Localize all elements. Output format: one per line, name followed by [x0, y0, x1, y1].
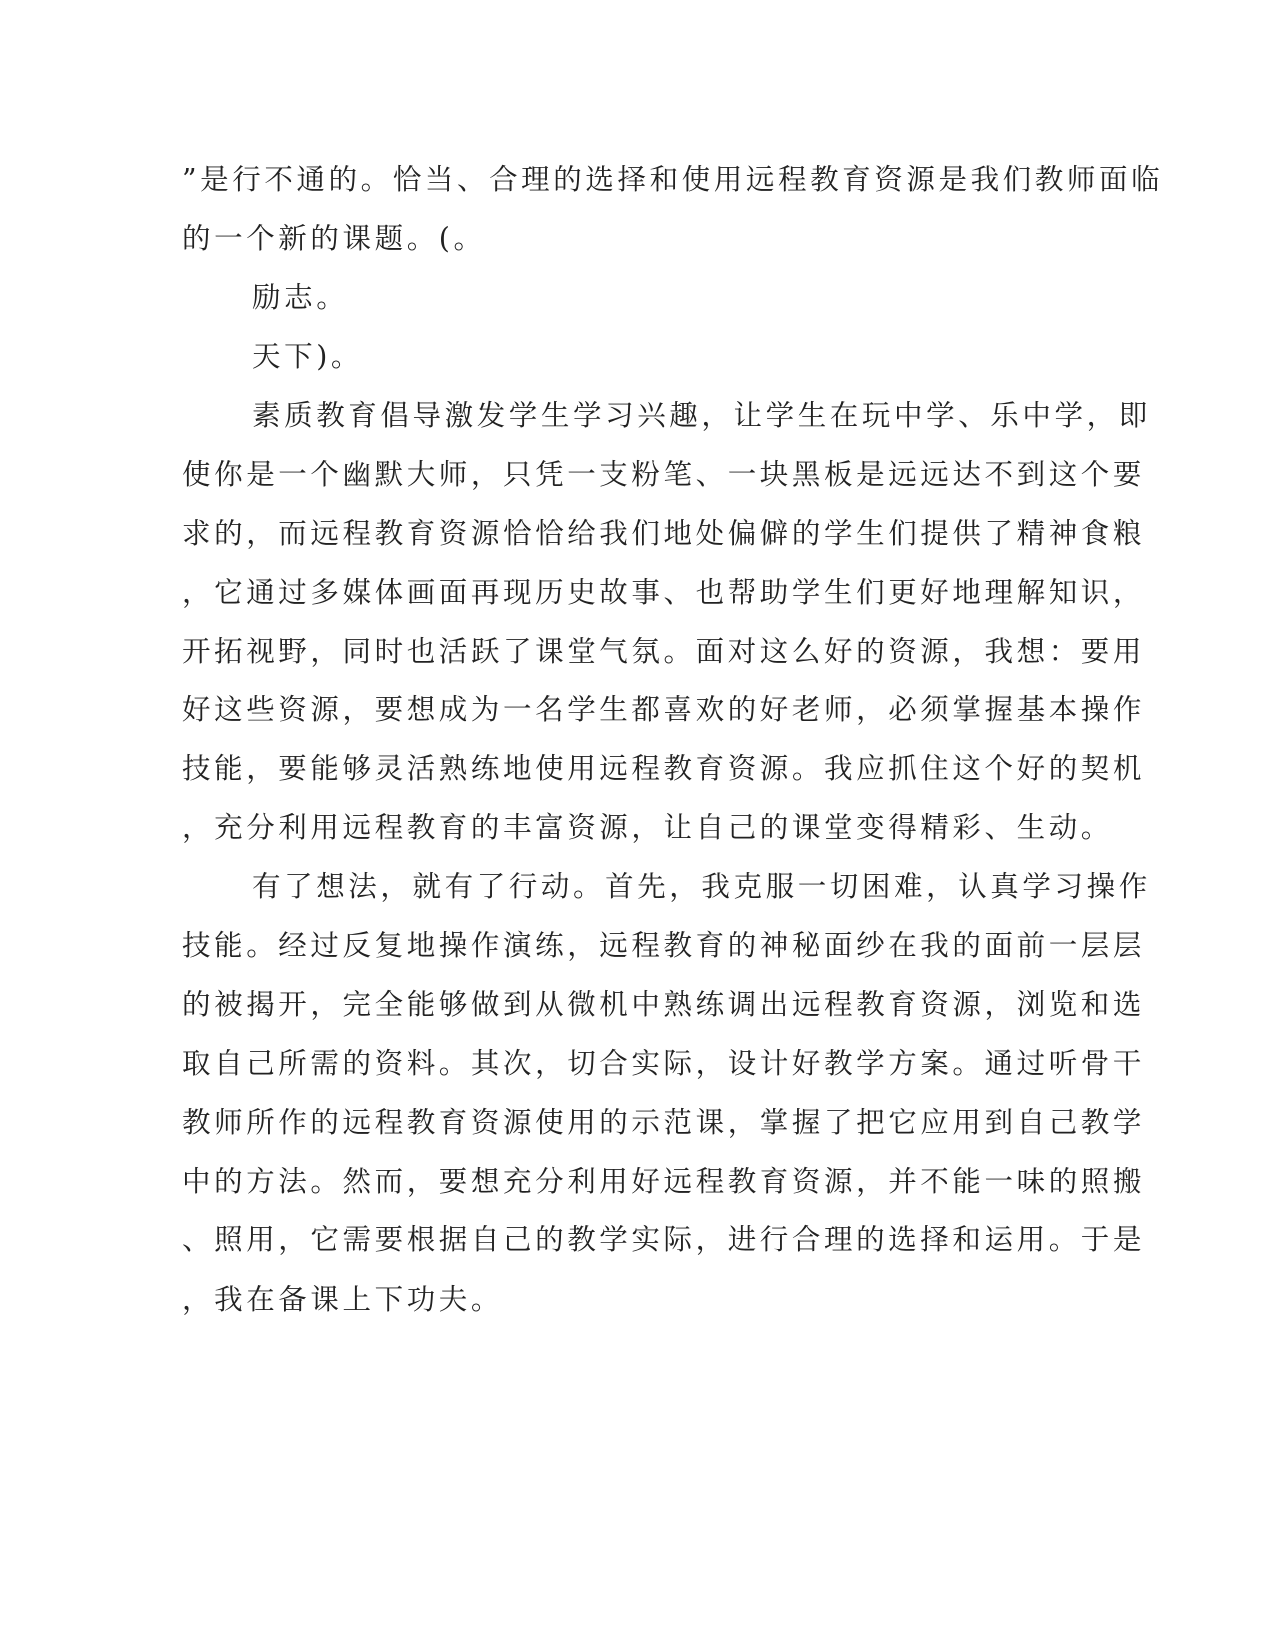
text-line: ，我在备课上下功夫。: [182, 1283, 504, 1316]
text-line: 的一个新的课题。(。: [182, 222, 486, 255]
text-line: ，它通过多媒体画面再现历史故事、也帮助学生们更好地理解知识，: [182, 576, 1146, 609]
text-line: 好这些资源，要想成为一名学生都喜欢的好老师，必须掌握基本操作: [182, 693, 1146, 726]
text-line: ”是行不通的。恰当、合理的选择和使用远程教育资源是我们教师面临: [182, 163, 1164, 196]
text-line: 技能，要能够灵活熟练地使用远程教育资源。我应抓住这个好的契机: [182, 752, 1146, 785]
text-line: 素质教育倡导激发学生学习兴趣，让学生在玩中学、乐中学，即: [252, 399, 1151, 432]
text-line: ，充分利用远程教育的丰富资源，让自己的课堂变得精彩、生动。: [182, 811, 1113, 844]
text-line: 有了想法，就有了行动。首先，我克服一切困难，认真学习操作: [252, 870, 1151, 903]
text-line: 励志。: [252, 281, 349, 314]
text-line: 技能。经过反复地操作演练，远程教育的神秘面纱在我的面前一层层: [182, 929, 1146, 962]
text-line: 取自己所需的资料。其次，切合实际，设计好教学方案。通过听骨干: [182, 1047, 1146, 1080]
text-line: 使你是一个幽默大师，只凭一支粉笔、一块黑板是远远达不到这个要: [182, 458, 1146, 491]
text-line: 、照用，它需要根据自己的教学实际，进行合理的选择和运用。于是: [182, 1223, 1146, 1256]
text-line: 求的，而远程教育资源恰恰给我们地处偏僻的学生们提供了精神食粮: [182, 517, 1146, 550]
text-line: 开拓视野，同时也活跃了课堂气氛。面对这么好的资源，我想：要用: [182, 635, 1146, 668]
text-line: 天下)。: [252, 340, 364, 373]
text-line: 中的方法。然而，要想充分利用好远程教育资源，并不能一味的照搬: [182, 1165, 1146, 1198]
text-line: 的被揭开，完全能够做到从微机中熟练调出远程教育资源，浏览和选: [182, 988, 1146, 1021]
text-line: 教师所作的远程教育资源使用的示范课，掌握了把它应用到自己教学: [182, 1106, 1146, 1139]
